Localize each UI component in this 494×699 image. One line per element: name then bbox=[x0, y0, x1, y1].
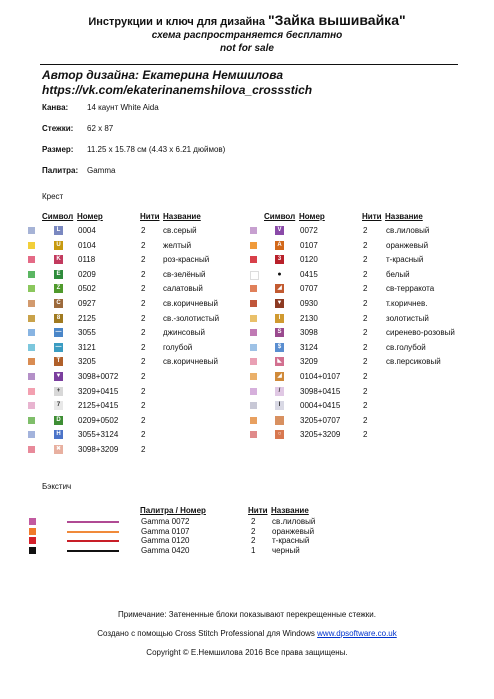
info-value: Gamma bbox=[87, 166, 116, 175]
backstitch-line-sample bbox=[67, 550, 119, 552]
stitch-symbol: T bbox=[54, 357, 63, 366]
color-swatch bbox=[250, 315, 257, 322]
thread-number: 0104 bbox=[78, 240, 96, 250]
thread-number: 0707 bbox=[300, 284, 318, 294]
stitch-symbol: D bbox=[54, 416, 63, 425]
thread-row bbox=[0, 428, 494, 442]
thread-strands: 2 bbox=[363, 357, 368, 367]
thread-strands: 2 bbox=[141, 299, 146, 308]
color-swatch bbox=[250, 431, 257, 438]
stitch-symbol: $ bbox=[275, 343, 284, 352]
thread-number: 3205+0707 bbox=[300, 415, 341, 425]
thread-number: 0415 bbox=[300, 269, 318, 279]
thread-strands: 2 bbox=[141, 372, 146, 381]
thread-name: св.лиловый bbox=[386, 226, 430, 235]
info-key: Стежки: bbox=[42, 124, 74, 133]
footer-note: Примечание: Затененные блоки показывают перекрещенные стежки. bbox=[118, 610, 376, 619]
backstitch-section-title: Бэкстич bbox=[42, 482, 72, 491]
thread-name: св.голубой bbox=[386, 342, 426, 352]
thread-strands: 2 bbox=[141, 284, 146, 294]
backstitch-line-sample bbox=[67, 540, 119, 542]
info-row-canvas bbox=[0, 103, 494, 115]
thread-number: 0004 bbox=[78, 226, 96, 235]
backstitch-name: св.лиловый bbox=[272, 517, 316, 526]
thread-strands: 2 bbox=[363, 415, 368, 425]
backstitch-row bbox=[0, 546, 494, 556]
stitch-symbol: — bbox=[55, 329, 62, 336]
info-row-size bbox=[0, 145, 494, 157]
thread-strands: 2 bbox=[363, 269, 368, 279]
backstitch-strands: 1 bbox=[251, 545, 256, 555]
thread-row bbox=[0, 268, 494, 282]
stitch-symbol: ◣ bbox=[275, 357, 284, 366]
thread-strands: 2 bbox=[363, 226, 368, 235]
footer-created bbox=[0, 629, 494, 638]
stitch-symbol: I bbox=[275, 401, 284, 410]
color-swatch bbox=[250, 358, 257, 365]
info-value: 14 каунт White Aida bbox=[87, 103, 159, 112]
thread-number: 3209 bbox=[300, 357, 318, 367]
stitch-symbol: L bbox=[54, 226, 63, 235]
info-block bbox=[0, 0, 494, 190]
stitch-symbol: + bbox=[54, 387, 63, 396]
color-swatch bbox=[250, 300, 257, 307]
thread-strands: 2 bbox=[363, 386, 368, 396]
stitch-symbol: E bbox=[54, 270, 63, 279]
info-value: 11.25 x 15.78 см (4.43 x 6.21 дюймов) bbox=[87, 145, 226, 154]
stitch-symbol: S bbox=[275, 328, 284, 337]
color-swatch bbox=[250, 402, 257, 409]
bs-header-palette: Палитра / Номер bbox=[140, 506, 206, 515]
backstitch-strands: 2 bbox=[251, 536, 256, 545]
color-swatch bbox=[29, 528, 36, 535]
header-not-for-sale: not for sale bbox=[220, 43, 274, 54]
thread-strands: 2 bbox=[141, 269, 146, 279]
thread-strands: 2 bbox=[141, 430, 146, 440]
stitch-symbol: A bbox=[275, 241, 284, 250]
thread-row bbox=[0, 297, 494, 311]
thread-strands: 2 bbox=[363, 342, 368, 352]
thread-name: оранжевый bbox=[386, 240, 429, 250]
thread-number: 3098+0072 bbox=[78, 372, 119, 381]
backstitch-number: Gamma 0107 bbox=[141, 526, 190, 536]
thread-number: 0930 bbox=[300, 299, 318, 308]
thread-strands: 2 bbox=[141, 357, 146, 367]
thread-row bbox=[0, 414, 494, 428]
thread-strands: 2 bbox=[363, 299, 368, 308]
backstitch-row bbox=[0, 536, 494, 546]
color-swatch bbox=[29, 518, 36, 525]
thread-number: 3124 bbox=[300, 342, 318, 352]
thread-name: сиренево-розовый bbox=[386, 328, 455, 338]
color-swatch bbox=[250, 417, 257, 424]
thread-name: роз-красный bbox=[163, 255, 210, 265]
thread-name: св.коричневый bbox=[163, 299, 218, 308]
stitch-symbol: Z bbox=[54, 284, 63, 293]
stitch-symbol: I bbox=[275, 314, 284, 323]
thread-name: св.коричневый bbox=[163, 357, 218, 367]
left-header-name: Название bbox=[163, 212, 201, 221]
thread-row bbox=[0, 253, 494, 267]
stitch-symbol: ● bbox=[275, 270, 284, 279]
thread-name: св.-золотистый bbox=[163, 313, 220, 323]
color-swatch bbox=[250, 285, 257, 292]
thread-strands: 2 bbox=[141, 342, 146, 352]
left-header-number: Номер bbox=[77, 212, 103, 221]
thread-strands: 2 bbox=[141, 386, 146, 396]
stitch-symbol: ▼ bbox=[276, 300, 283, 306]
thread-number: 0120 bbox=[300, 255, 318, 265]
thread-number: 3205 bbox=[78, 357, 96, 367]
color-swatch bbox=[250, 227, 257, 234]
info-key: Палитра: bbox=[42, 166, 79, 175]
color-swatch bbox=[250, 271, 259, 280]
thread-row bbox=[0, 370, 494, 384]
thread-strands: 2 bbox=[363, 430, 368, 440]
info-row-stitches bbox=[0, 124, 494, 136]
thread-strands: 2 bbox=[141, 445, 146, 454]
thread-name: желтый bbox=[163, 240, 192, 250]
thread-row bbox=[0, 224, 494, 238]
backstitch-line-sample bbox=[67, 521, 119, 523]
color-swatch bbox=[250, 388, 257, 395]
backstitch-number: Gamma 0120 bbox=[141, 536, 190, 545]
thread-strands: 2 bbox=[141, 415, 146, 425]
thread-strands: 2 bbox=[363, 401, 368, 411]
thread-row bbox=[0, 385, 494, 399]
thread-name: св.серый bbox=[163, 226, 197, 235]
bs-header-strands: Нити bbox=[248, 506, 268, 515]
thread-row bbox=[0, 326, 494, 340]
thread-number: 0072 bbox=[300, 226, 318, 235]
right-header-strands: Нити bbox=[362, 212, 382, 221]
thread-row bbox=[0, 312, 494, 326]
thread-name: св.персиковый bbox=[386, 357, 441, 367]
thread-name: джинсовый bbox=[163, 328, 205, 338]
thread-number: 0502 bbox=[78, 284, 96, 294]
stitch-symbol: ✖ bbox=[55, 446, 62, 452]
info-key: Размер: bbox=[42, 145, 74, 154]
backstitch-strands: 2 bbox=[251, 526, 256, 536]
thread-number: 3209+0415 bbox=[78, 386, 119, 396]
cross-section-title: Крест bbox=[42, 192, 64, 201]
info-value: 62 x 87 bbox=[87, 124, 114, 133]
thread-name: золотистый bbox=[386, 313, 429, 323]
thread-strands: 2 bbox=[363, 255, 368, 265]
backstitch-number: Gamma 0420 bbox=[141, 545, 190, 555]
stitch-symbol bbox=[275, 416, 284, 425]
stitch-symbol: ◢ bbox=[275, 372, 284, 381]
backstitch-strands: 2 bbox=[251, 517, 256, 526]
stitch-symbol: U bbox=[54, 241, 63, 250]
thread-row bbox=[0, 282, 494, 296]
thread-number: 3098+0415 bbox=[300, 386, 341, 396]
thread-number: 0107 bbox=[300, 240, 318, 250]
thread-number: 0927 bbox=[78, 299, 96, 308]
author-url[interactable]: https://vk.com/ekaterinanemshilova_crossstich bbox=[42, 83, 313, 97]
thread-name: голубой bbox=[163, 342, 193, 352]
footer-link[interactable]: www.dpsoftware.co.uk bbox=[317, 629, 397, 638]
stitch-symbol: — bbox=[55, 343, 62, 350]
stitch-symbol: H bbox=[54, 430, 63, 439]
right-header-name: Название bbox=[385, 212, 423, 221]
bs-header-name: Название bbox=[271, 506, 309, 515]
info-row-palette bbox=[0, 166, 494, 178]
thread-strands: 2 bbox=[141, 255, 146, 265]
thread-number: 0209+0502 bbox=[78, 415, 119, 425]
thread-name: св-зелёный bbox=[163, 269, 206, 279]
thread-number: 0004+0415 bbox=[300, 401, 341, 411]
header-prefix: Инструкции и ключ для дизайна bbox=[88, 16, 269, 28]
stitch-symbol: K bbox=[54, 255, 63, 264]
stitch-symbol: ○ bbox=[275, 430, 284, 439]
thread-number: 3205+3209 bbox=[300, 430, 341, 440]
backstitch-line-sample bbox=[67, 531, 119, 533]
info-key: Канва: bbox=[42, 103, 69, 112]
thread-strands: 2 bbox=[141, 313, 146, 323]
backstitch-name: оранжевый bbox=[272, 526, 315, 536]
color-swatch bbox=[28, 446, 35, 453]
thread-strands: 2 bbox=[363, 240, 368, 250]
color-swatch bbox=[29, 547, 36, 554]
stitch-symbol: 7 bbox=[54, 401, 63, 410]
author-name: Автор дизайна: Екатерина Немшилова bbox=[42, 68, 284, 82]
design-title: "Зайка вышивайка" bbox=[268, 12, 406, 28]
color-swatch bbox=[29, 537, 36, 544]
stitch-symbol: 8 bbox=[54, 314, 63, 323]
thread-strands: 2 bbox=[141, 240, 146, 250]
thread-number: 2130 bbox=[300, 313, 318, 323]
left-header-strands: Нити bbox=[140, 212, 160, 221]
thread-name: т.коричнев. bbox=[386, 299, 428, 308]
footer-copyright: Copyright © Е.Немшилова 2016 Все права защищены. bbox=[146, 648, 348, 657]
thread-strands: 2 bbox=[363, 284, 368, 294]
thread-row bbox=[0, 399, 494, 413]
stitch-symbol: ◢ bbox=[275, 284, 284, 293]
thread-strands: 2 bbox=[141, 401, 146, 411]
thread-strands: 2 bbox=[141, 328, 146, 338]
stitch-symbol: / bbox=[275, 387, 284, 396]
thread-number: 0209 bbox=[78, 269, 96, 279]
thread-row bbox=[0, 341, 494, 355]
thread-number: 3055 bbox=[78, 328, 96, 338]
stitch-symbol: C bbox=[54, 299, 63, 308]
stitch-symbol: V bbox=[275, 226, 284, 235]
color-swatch bbox=[250, 344, 257, 351]
header-free-note: схема распространяется бесплатно bbox=[151, 30, 343, 41]
thread-number: 3098 bbox=[300, 328, 318, 338]
thread-name: т-красный bbox=[386, 255, 424, 265]
footer-created-text: Создано с помощью Cross Stitch Professional для Windows bbox=[97, 629, 318, 638]
thread-number: 0118 bbox=[78, 255, 96, 265]
thread-number: 3055+3124 bbox=[78, 430, 119, 440]
backstitch-name: т-красный bbox=[272, 536, 310, 545]
color-swatch bbox=[250, 373, 257, 380]
thread-strands: 2 bbox=[363, 328, 368, 338]
thread-number: 3121 bbox=[78, 342, 96, 352]
backstitch-row bbox=[0, 517, 494, 527]
right-header-number: Номер bbox=[299, 212, 325, 221]
backstitch-row bbox=[0, 527, 494, 537]
thread-number: 0104+0107 bbox=[300, 372, 341, 381]
left-header-symbol: Символ bbox=[42, 212, 74, 221]
right-header-symbol: Символ bbox=[264, 212, 296, 221]
thread-row bbox=[0, 355, 494, 369]
thread-number: 2125+0415 bbox=[78, 401, 119, 411]
thread-number: 2125 bbox=[78, 313, 96, 323]
thread-row bbox=[0, 443, 494, 457]
thread-name: св-терракота bbox=[386, 284, 435, 294]
thread-row bbox=[0, 239, 494, 253]
backstitch-name: черный bbox=[272, 545, 300, 555]
thread-strands: 2 bbox=[141, 226, 146, 235]
thread-name: белый bbox=[386, 269, 410, 279]
backstitch-number: Gamma 0072 bbox=[141, 517, 190, 526]
color-swatch bbox=[250, 242, 257, 249]
thread-strands: 2 bbox=[363, 313, 368, 323]
stitch-symbol: ▼ bbox=[55, 373, 62, 379]
color-swatch bbox=[250, 256, 257, 263]
color-swatch bbox=[250, 329, 257, 336]
thread-number: 3098+3209 bbox=[78, 445, 119, 454]
thread-strands: 2 bbox=[363, 372, 368, 381]
stitch-symbol: 3 bbox=[275, 255, 284, 264]
thread-name: салатовый bbox=[163, 284, 203, 294]
